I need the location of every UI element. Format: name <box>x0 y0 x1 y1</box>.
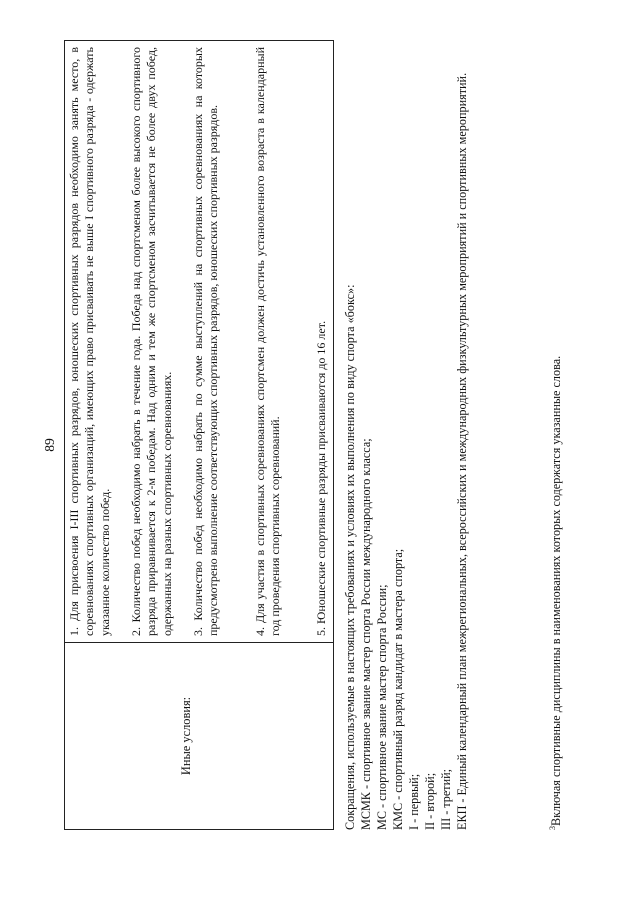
condition-item: 1. Для присвоения I-III спортивных разрядов, юношеских спортивных разрядов необходимо занять место, в соревнованиях спортивных организаций, имеющих право присваивать не выше I спортивного разряда - одержать указанное количество побед. <box>67 47 112 636</box>
rotated-page <box>24 24 620 866</box>
abbreviation-item: II - второй; <box>423 772 437 830</box>
table-label-cell <box>65 642 333 829</box>
footnote-text: Включая спортивные дисциплины в наименованиях которых содержатся указанные слова. <box>549 355 564 826</box>
abbreviation-ekp: ЕКП - Единый календарный план межрегиональных, всероссийских и международных физкультурных мероприятий и спортивных мероприятий. <box>455 72 469 830</box>
abbreviation-item: III - третий; <box>439 768 453 830</box>
abbreviation-item: МС - спортивное звание мастер спорта России; <box>375 584 389 830</box>
conditions-table <box>64 40 334 830</box>
footnote-marker: 3 <box>548 826 557 830</box>
condition-item: 5. Юношеские спортивные разряды присваиваются до 16 лет. <box>314 320 328 636</box>
abbreviation-item: I - первый; <box>407 773 421 830</box>
abbreviation-item: МСМК - спортивное звание мастер спорта России международного класса; <box>359 438 373 830</box>
page-number: 89 <box>42 438 57 452</box>
table-conditions-cell <box>65 41 333 642</box>
condition-item: 3. Количество побед необходимо набрать по сумме выступлений на спортивных соревнованиях на которых предусмотрено выполнение соответствующих спортивных разрядов, юношеских спортивных разрядов. <box>191 47 221 636</box>
footnote <box>548 40 564 830</box>
abbreviations-intro: Сокращения, используемые в настоящих требованиях и условиях их выполнения по виду спорта «бокс»: <box>343 284 357 830</box>
condition-item: 4. Для участия в спортивных соревнованиях спортсмен должен достичь установленного возраста в календарный год проведения спортивных соревнований. <box>253 47 283 636</box>
condition-item: 2. Количество побед необходимо набрать в течение года. Победа над спортсменом более высокого спортивного разряда приравнивается к 2-м победам. Над одним и тем же спортсменом засчитывается не более двух побед, одержанных на разных спортивных соревнованиях. <box>129 47 174 636</box>
abbreviations-block <box>342 40 470 830</box>
table-label: Иные условия: <box>179 696 193 776</box>
abbreviation-item: КМС - спортивный разряд кандидат в мастера спорта; <box>391 548 405 830</box>
